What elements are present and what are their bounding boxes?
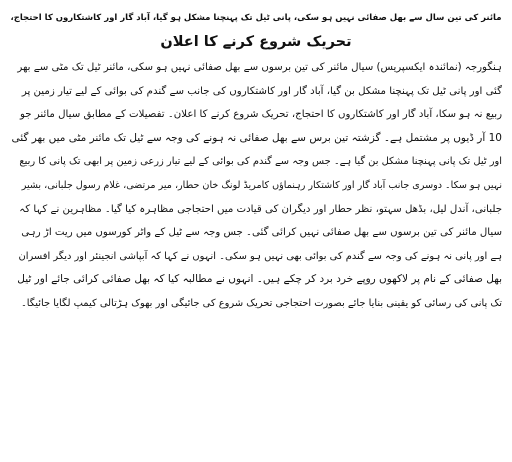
headline [10, 6, 502, 54]
body-line: نہیں ہو سکا۔ دوسری جانب آباد گار اور کاشتکار رہنماؤں کامریڈ لونگ خان حطار، میر مرتضی، غلام رسول جلبانی، بشیر [21, 179, 502, 191]
body-line: سیال مائنر کی تین برسوں سے بھل صفائی نہیں کرائی گئی۔ جس وجہ سے ٹیل کے واٹر کورسوں میں ریت اڑ رہی [21, 227, 502, 239]
headline-line: تحریک شروع کرنے کا اعلان [160, 34, 352, 50]
body-line: تک پانی کی رسائی کو یقینی بنایا جائے بصورت احتجاجی تحریک شروع کی جائیگی اور بھوک ہڑتالی کیمپ لگایا جائیگا۔ [21, 297, 502, 309]
body-line: اور ٹیل تک پانی پہنچنا مشکل بن گیا ہے۔ جس وجہ سے گندم کی بوائی کے لیے تیار زرعی زمین پر ابھی تک پانی کا ربیع [19, 156, 502, 168]
body-line: 10 آر ڈیوں پر مشتمل ہے۔ گزشتہ تین برس سے بھل صفائی نہ ہونے کی وجہ سے ٹیل تک مائنر مٹی میں بھر گئی [11, 131, 502, 144]
article-body [10, 56, 502, 316]
body-line: بھل صفائی کے نام پر لاکھوں روپے خرد برد کر چکے ہیں۔ انہوں نے مطالبہ کیا کہ بھل صفائی کرائی جائے اور ٹیل [17, 273, 502, 286]
headline-line: مائنر کی تین سال سے بھل صفائی نہیں ہو سکی، پانی ٹیل تک پہنچنا مشکل ہو گیا، آباد گار اور کاشتکاروں کا احتجاج، [10, 13, 502, 23]
body-line: ربیع نہ ہو سکا، آباد گار اور کاشتکاروں کا احتجاج، تحریک شروع کرنے کا اعلان۔ تفصیلات کے مطابق سیال مائنر جو [20, 109, 502, 121]
body-line: ہے اور پانی نہ ہونے کی وجہ سے گندم کی بوائی بھی نہیں ہو سکی۔ انہوں نے کہا کہ آبپاشی انجینئر اور دیگر افسران [18, 250, 502, 262]
body-line: جلبانی، آندل لیل، بڈھل سہتو، نظر حطار اور دیگران کی قیادت میں احتجاجی مظاہرہ کیا گیا۔ مظاہرین نے کہا کہ [19, 203, 502, 215]
body-line: ہنگورجہ (نمائندہ ایکسپریس) سیال مائنر کی تین برسوں سے بھل صفائی نہیں ہو سکی، مائنر ٹیل تک مٹی سے بھر [17, 62, 502, 73]
body-line: گئی اور پانی ٹیل تک پہنچنا مشکل بن گیا، آباد گار اور کاشتکاروں کی جانب سے گندم کی بوائی کے لیے تیار زمین پر [21, 85, 502, 97]
